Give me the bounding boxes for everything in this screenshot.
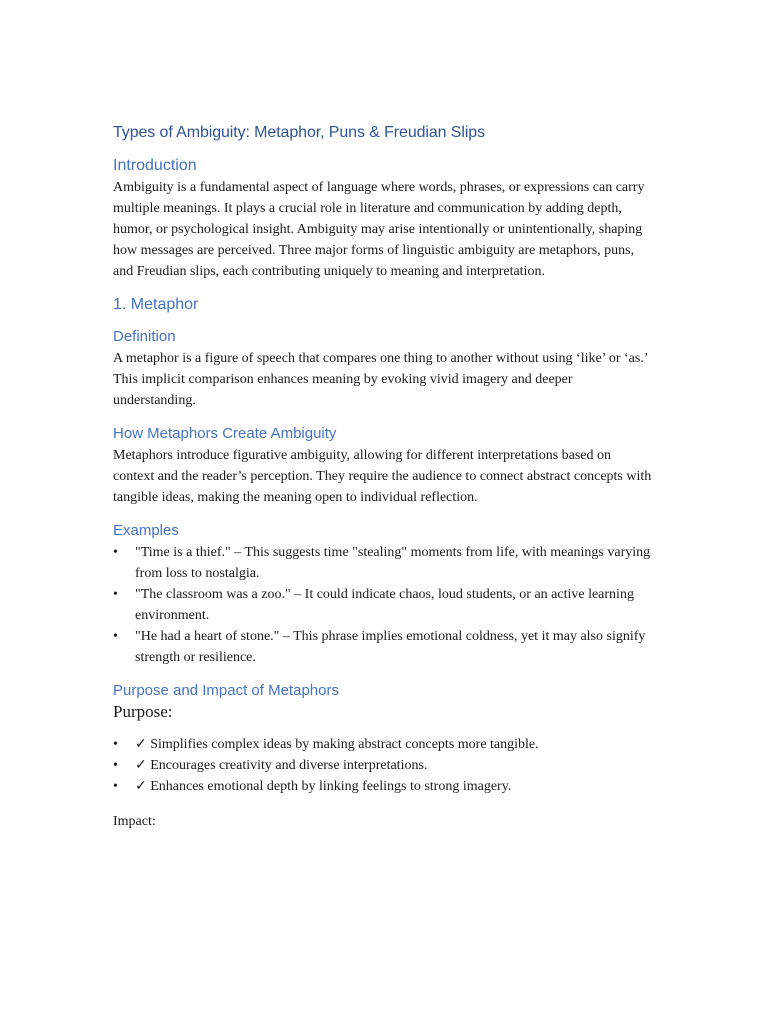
definition-heading: Definition	[113, 328, 176, 345]
bullet-icon: •	[113, 779, 118, 794]
purpose-label: Purpose:	[113, 702, 173, 721]
bullet-icon: •	[113, 737, 118, 752]
list-item	[113, 755, 653, 776]
bullet-icon: •	[113, 545, 118, 560]
section-metaphor-heading: 1. Metaphor	[113, 296, 199, 313]
list-item	[113, 626, 653, 668]
examples-heading: Examples	[113, 522, 179, 539]
purpose-text: ✓ Enhances emotional depth by linking feelings to strong imagery.	[135, 779, 512, 794]
how-metaphors-heading: How Metaphors Create Ambiguity	[113, 425, 337, 442]
purpose-text: ✓ Simplifies complex ideas by making abstract concepts more tangible.	[135, 737, 539, 752]
purpose-list	[113, 734, 653, 797]
purpose-text: ✓ Encourages creativity and diverse interpretations.	[135, 758, 428, 773]
definition-paragraph: A metaphor is a figure of speech that compares one thing to another without using ‘like’ or ‘as.’ This implicit comparison enhances meaning by evoking vivid imagery and deeper understanding.	[113, 351, 648, 408]
list-item	[113, 734, 653, 755]
bullet-icon: •	[113, 629, 118, 644]
list-item	[113, 776, 653, 797]
impact-label: Impact:	[113, 814, 156, 829]
list-item	[113, 584, 653, 626]
purpose-impact-heading: Purpose and Impact of Metaphors	[113, 682, 339, 699]
list-item	[113, 542, 653, 584]
bullet-icon: •	[113, 587, 118, 602]
document-title: Types of Ambiguity: Metaphor, Puns & Freudian Slips	[113, 124, 485, 141]
document-content	[113, 124, 653, 832]
how-metaphors-paragraph: Metaphors introduce figurative ambiguity, allowing for different interpretations based on context and the reader’s perception. They require the audience to connect abstract concepts with tangible ideas, making the meaning open to individual reflection.	[113, 448, 652, 505]
example-text: "He had a heart of stone." – This phrase implies emotional coldness, yet it may also signify strength or resilience.	[135, 629, 646, 665]
bullet-icon: •	[113, 758, 118, 773]
intro-paragraph: Ambiguity is a fundamental aspect of language where words, phrases, or expressions can carry multiple meanings. It plays a crucial role in literature and communication by adding depth, humor, or psychological insight. Ambiguity may arise intentionally or unintentionally, shaping how messages are perceived. Three major forms of linguistic ambiguity are metaphors, puns, and Freudian slips, each contributing uniquely to meaning and interpretation.	[113, 180, 645, 279]
example-text: "The classroom was a zoo." – It could indicate chaos, loud students, or an active learning environment.	[135, 587, 634, 623]
examples-list	[113, 542, 653, 668]
example-text: "Time is a thief." – This suggests time "stealing" moments from life, with meanings varying from loss to nostalgia.	[135, 545, 651, 581]
intro-heading: Introduction	[113, 157, 197, 174]
